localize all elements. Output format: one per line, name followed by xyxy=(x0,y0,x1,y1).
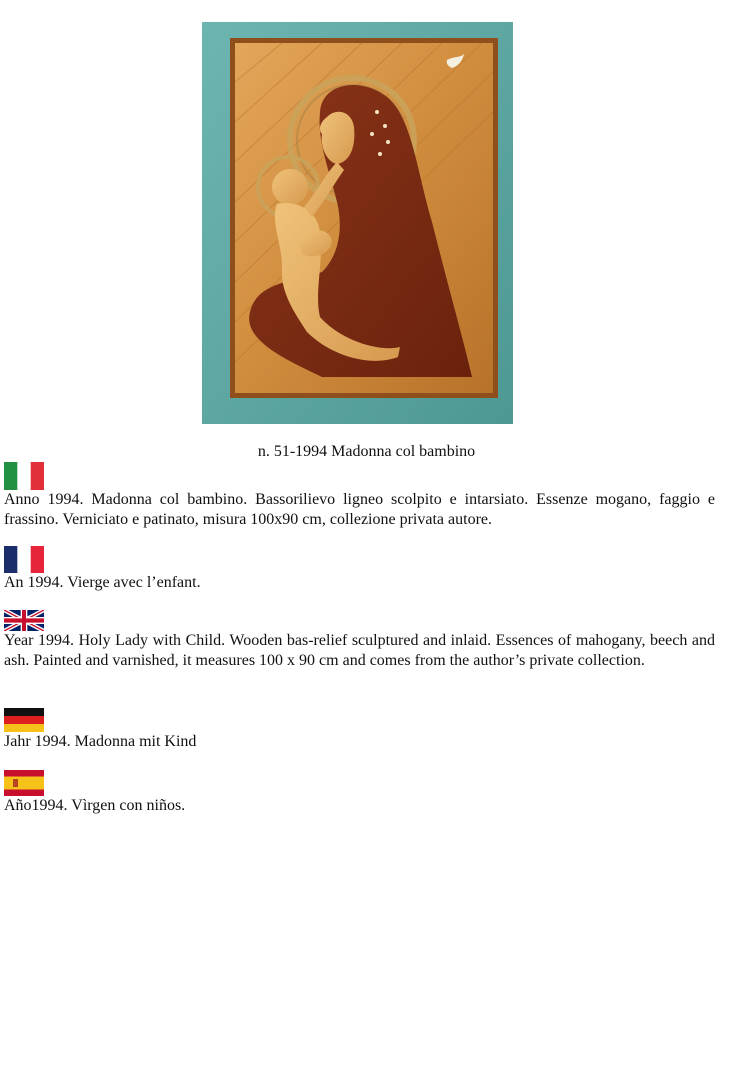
italy-flag-icon xyxy=(4,462,44,490)
english-description: Year 1994. Holy Lady with Child. Wooden bas-relief sculptured and inlaid. Essences of mahogany, beech and ash. Painted and varnished, it measures 100 x 90 cm and comes from the author’s private collection. xyxy=(4,632,715,669)
artwork-photo xyxy=(202,22,513,424)
madonna-relief-image xyxy=(202,22,513,424)
artwork-caption: n. 51-1994 Madonna col bambino xyxy=(257,443,476,460)
german-description: Jahr 1994. Madonna mit Kind xyxy=(4,733,197,750)
french-description: An 1994. Vierge avec l’enfant. xyxy=(4,574,201,591)
spanish-description: Año1994. Vìrgen con niños. xyxy=(4,797,186,814)
uk-flag-icon xyxy=(4,610,44,631)
italian-description: Anno 1994. Madonna col bambino. Bassorilievo ligneo scolpito e intarsiato. Essenze mogano, faggio e frassino. Verniciato e patinato, misura 100x90 cm, collezione privata autore. xyxy=(4,491,715,528)
germany-flag-icon xyxy=(4,708,44,732)
france-flag-icon xyxy=(4,546,44,573)
spain-flag-icon xyxy=(4,770,44,796)
